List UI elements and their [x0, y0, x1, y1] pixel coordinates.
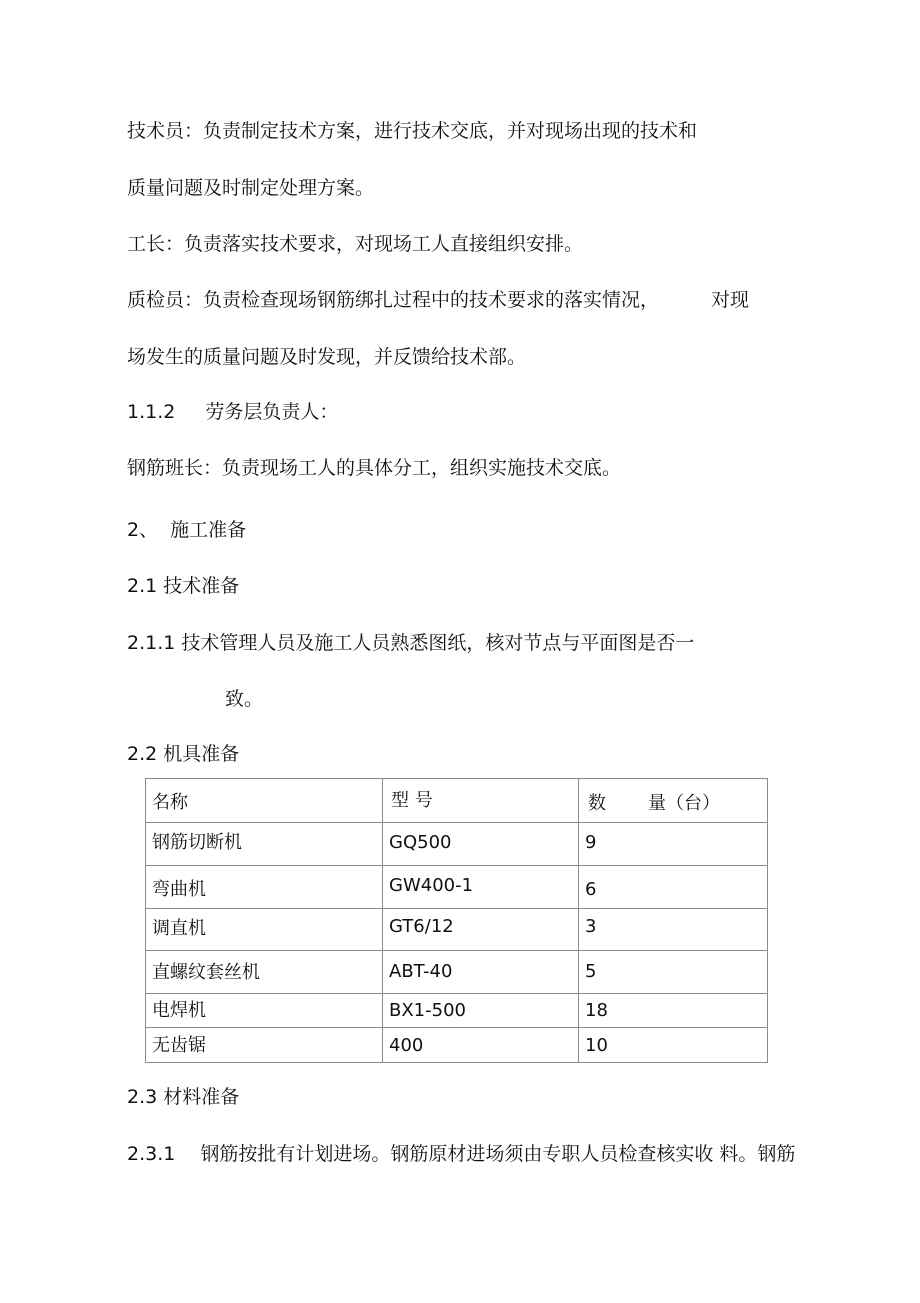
- cell-name: 调直机: [146, 909, 383, 951]
- cell-model: GQ500: [383, 823, 579, 866]
- cell-name: 钢筋切断机: [146, 823, 383, 866]
- table-row: [146, 823, 768, 866]
- table-row: [146, 951, 768, 994]
- paragraph-2-3-1: [127, 1142, 795, 1166]
- section-heading-2: [127, 518, 246, 542]
- text-segment: 质检员：负责检查现场钢筋绑扎过程中的技术要求的落实情况，: [127, 289, 660, 311]
- table-row: [146, 866, 768, 909]
- header-name: 名称: [146, 779, 383, 823]
- cell-model: 400: [383, 1028, 579, 1063]
- cell-name: 弯曲机: [146, 866, 383, 909]
- header-model-text: 型 号: [391, 790, 433, 811]
- cell-quantity: 10: [579, 1028, 768, 1063]
- cell-quantity: 3: [579, 909, 768, 951]
- section-title: 施工准备: [170, 519, 247, 541]
- cell-quantity: 6: [579, 866, 768, 909]
- text-segment: 对现: [711, 289, 750, 311]
- table-row: [146, 1028, 768, 1063]
- section-heading-1-1-2: [127, 400, 338, 424]
- cell-quantity: 18: [579, 994, 768, 1028]
- header-quantity-a: 数: [588, 793, 606, 814]
- paragraph-foreman: 工长：负责落实技术要求，对现场工人直接组织安排。: [127, 233, 584, 255]
- table-row: [146, 909, 768, 951]
- cell-quantity: 9: [579, 823, 768, 866]
- section-number: 2.3.1: [127, 1143, 176, 1165]
- section-title: 劳务层负责人：: [205, 401, 339, 423]
- cell-model: ABT-40: [383, 951, 579, 994]
- cell-model: BX1-500: [383, 994, 579, 1028]
- cell-model: GT6/12: [383, 909, 579, 951]
- text-segment: 钢筋按批有计划进场。钢筋原材进场须由专职人员检查核实收 料。钢筋: [200, 1143, 796, 1165]
- text-line: 致。: [225, 688, 264, 710]
- text-line: 场发生的质量问题及时发现，并反馈给技术部。: [127, 346, 527, 368]
- text-line: 2.1.1 技术管理人员及施工人员熟悉图纸，核对节点与平面图是否一: [127, 632, 695, 654]
- text-line: [127, 288, 749, 312]
- table-row: [146, 994, 768, 1028]
- cell-quantity: 5: [579, 951, 768, 994]
- paragraph-rebar-leader: 钢筋班长：负责现场工人的具体分工，组织实施技术交底。: [127, 457, 622, 479]
- cell-model: GW400-1: [383, 866, 579, 909]
- section-heading-2-2: 2.2 机具准备: [127, 743, 240, 765]
- section-number: 1.1.2: [127, 401, 176, 423]
- section-number: 2、: [127, 519, 159, 541]
- cell-name: 无齿锯: [146, 1028, 383, 1063]
- text-line: 质量问题及时制定处理方案。: [127, 177, 375, 199]
- cell-name: 电焊机: [146, 994, 383, 1028]
- header-model: [383, 779, 579, 823]
- header-quantity-b: 量（台）: [648, 793, 720, 814]
- section-heading-2-3: 2.3 材料准备: [127, 1086, 240, 1108]
- equipment-table: [145, 778, 768, 1063]
- text-line: 技术员：负责制定技术方案，进行技术交底，并对现场出现的技术和: [127, 120, 698, 142]
- section-heading-2-1: 2.1 技术准备: [127, 575, 240, 597]
- cell-name: 直螺纹套丝机: [146, 951, 383, 994]
- header-quantity: [579, 779, 768, 823]
- table-header-row: [146, 779, 768, 823]
